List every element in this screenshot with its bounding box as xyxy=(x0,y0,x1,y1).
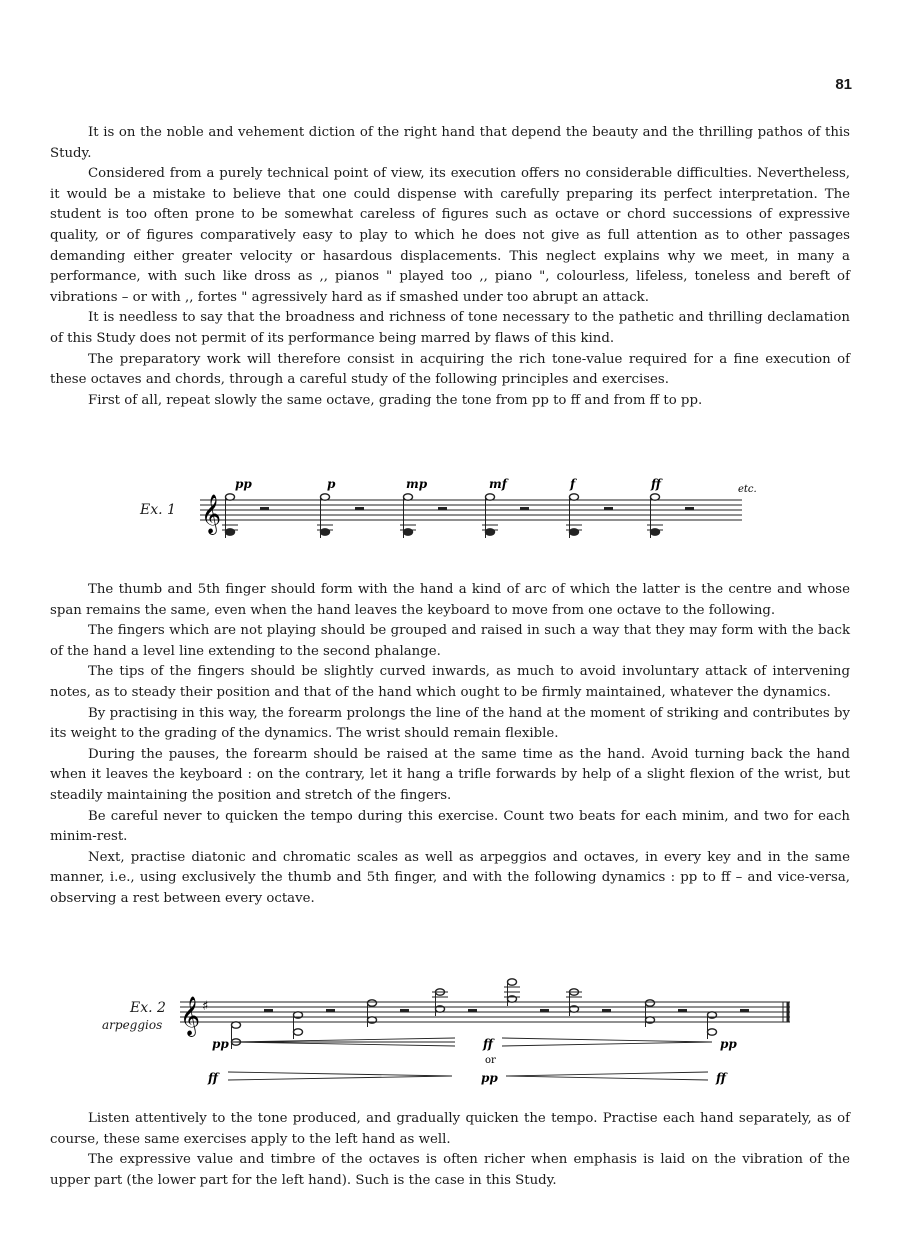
dynamic-mark: ff xyxy=(651,477,661,491)
note-head xyxy=(294,1029,303,1035)
note-head xyxy=(570,494,579,500)
dynamic-mark: pp xyxy=(720,1037,737,1051)
paragraph: Listen attentively to the tone produced, and gradually quicken the tempo. Practise each hand separately, as of course, these same exercises apply to the left hand as well. xyxy=(50,1111,850,1147)
dynamic-mark: pp xyxy=(481,1071,498,1085)
paragraph: It is needless to say that the broadness and richness of tone necessary to the pathetic and thrilling declamation of this Study does not permit of its performance being marred by flaws of this kind. xyxy=(50,310,850,346)
paragraph: The expressive value and timbre of the octaves is often richer when emphasis is laid on the vibration of the upper part (the lower part for the left hand). Such is the case in this Study. xyxy=(50,1152,850,1188)
half-rest xyxy=(685,507,694,510)
note-head xyxy=(321,494,330,500)
paragraph: First of all, repeat slowly the same octave, grading the tone from pp to ff and from ff to pp. xyxy=(88,392,703,408)
half-rest xyxy=(520,507,529,510)
example-2 xyxy=(0,970,900,1100)
example-1 xyxy=(0,470,900,570)
etc-mark: etc. xyxy=(738,484,757,495)
page-number: 81 xyxy=(835,76,852,93)
note-head xyxy=(646,1000,655,1006)
note-head xyxy=(708,1029,717,1035)
dynamic-mark: pp xyxy=(235,477,252,491)
note-head xyxy=(368,1000,377,1006)
half-rest xyxy=(678,1009,687,1012)
example-2-staff xyxy=(0,970,900,1100)
text-block-closing xyxy=(50,1109,850,1191)
half-rest xyxy=(602,1009,611,1012)
paragraph: The preparatory work will therefore consist in acquiring the rich tone-value required for a fine execution of these octaves and chords, through a careful study of the following principles and exercises. xyxy=(50,351,850,388)
treble-clef-icon: 𝄞 xyxy=(201,494,222,534)
paragraph: The thumb and 5th finger should form with the hand a kind of arc of which the latter is the centre and whose span remains the same, even when the hand leaves the keyboard to move from one octave to the following. xyxy=(50,582,850,618)
note-head xyxy=(486,529,495,535)
half-rest xyxy=(740,1009,749,1012)
half-rest xyxy=(540,1009,549,1012)
half-rest xyxy=(326,1009,335,1012)
text-block-intro xyxy=(50,123,850,411)
text-block-technique xyxy=(50,580,850,910)
note-head xyxy=(486,494,495,500)
paragraph: The fingers which are not playing should be grouped and raised in such a way that they may form with the back of the hand a level line extending to the second phalange. xyxy=(50,623,850,659)
half-rest xyxy=(355,507,364,510)
dynamic-mark: p xyxy=(327,477,336,491)
half-rest xyxy=(468,1009,477,1012)
paragraph: By practising in this way, the forearm prolongs the line of the hand at the moment of striking and contributes by its weight to the grading of the dynamics. The wrist should remain flexible. xyxy=(50,705,850,742)
note-head xyxy=(508,979,517,985)
example-1-label: Ex. 1 xyxy=(140,502,176,518)
note-head xyxy=(226,494,235,500)
dynamic-mark: mf xyxy=(489,477,507,491)
note-head xyxy=(651,494,660,500)
note-head xyxy=(570,529,579,535)
sharp-icon: ♯ xyxy=(202,999,209,1014)
note-head xyxy=(404,494,413,500)
half-rest xyxy=(604,507,613,510)
paragraph: Next, practise diatonic and chromatic scales as well as arpeggios and octaves, in every key and in the same manner, i.e., using exclusively the thumb and 5th finger, and with the following dynamics : pp to ff – and vice-versa, observing a rest between every octave. xyxy=(50,849,850,906)
half-rest xyxy=(438,507,447,510)
paragraph: Considered from a purely technical point of view, its execution offers no considerable difficulties. Nevertheless, it would be a mistake to believe that one could dispense with carefully preparing its perfect interpretation. The student is too often prone to be somewhat careless of figures such as octave or chord successions of expressive quality, or of figures comparatively easy to play to which he does not give as full attention as to other passages demanding either greater velocity or hasardous displacements. This neglect explains why we meet, in many a performance, with such like dross as ,, pianos " played too ,, piano ", colourless, lifeless, toneless and bereft of vibrations – or with ,, fortes " agressively hard as if smashed under too abrupt an attack. xyxy=(50,166,850,305)
paragraph: It is on the noble and vehement diction of the right hand that depend the beauty and the thrilling pathos of this Study. xyxy=(50,125,850,161)
staff-lines xyxy=(200,500,742,520)
or-text: or xyxy=(485,1055,496,1066)
treble-clef-icon: 𝄞 xyxy=(180,996,201,1036)
note-head xyxy=(232,1022,241,1028)
note-head xyxy=(651,529,660,535)
dynamic-mark: pp xyxy=(212,1037,229,1051)
half-rest xyxy=(260,507,269,510)
dynamic-mark: mp xyxy=(406,477,428,491)
paragraph: During the pauses, the forearm should be raised at the same time as the hand. Avoid turning back the hand when it leaves the keyboard : on the contrary, let it hang a trifle forwards by help of a slight flexion of the wrist, but steadily maintaining the position and stretch of the fingers. xyxy=(50,746,850,803)
example-2-label: Ex. 2 xyxy=(130,1000,166,1016)
paragraph: The tips of the fingers should be slightly curved inwards, as much to avoid involuntary attack of intervening notes, as to steady their position and that of the hand which ought to be firmly maintained, whatever the dynamics. xyxy=(50,664,850,700)
hairpins xyxy=(228,1038,712,1080)
half-rest xyxy=(400,1009,409,1012)
dynamic-mark: ff xyxy=(208,1071,218,1085)
example-2-sublabel: arpeggios xyxy=(102,1018,163,1032)
note-head xyxy=(404,529,413,535)
half-rest xyxy=(264,1009,273,1012)
note-head xyxy=(226,529,235,535)
dynamic-mark: f xyxy=(570,477,576,491)
dynamic-mark: ff xyxy=(483,1037,493,1051)
note-head xyxy=(321,529,330,535)
dynamic-mark: ff xyxy=(716,1071,726,1085)
paragraph: Be careful never to quicken the tempo during this exercise. Count two beats for each minim, and two for each minim-rest. xyxy=(50,808,850,845)
example-1-staff xyxy=(0,470,900,570)
